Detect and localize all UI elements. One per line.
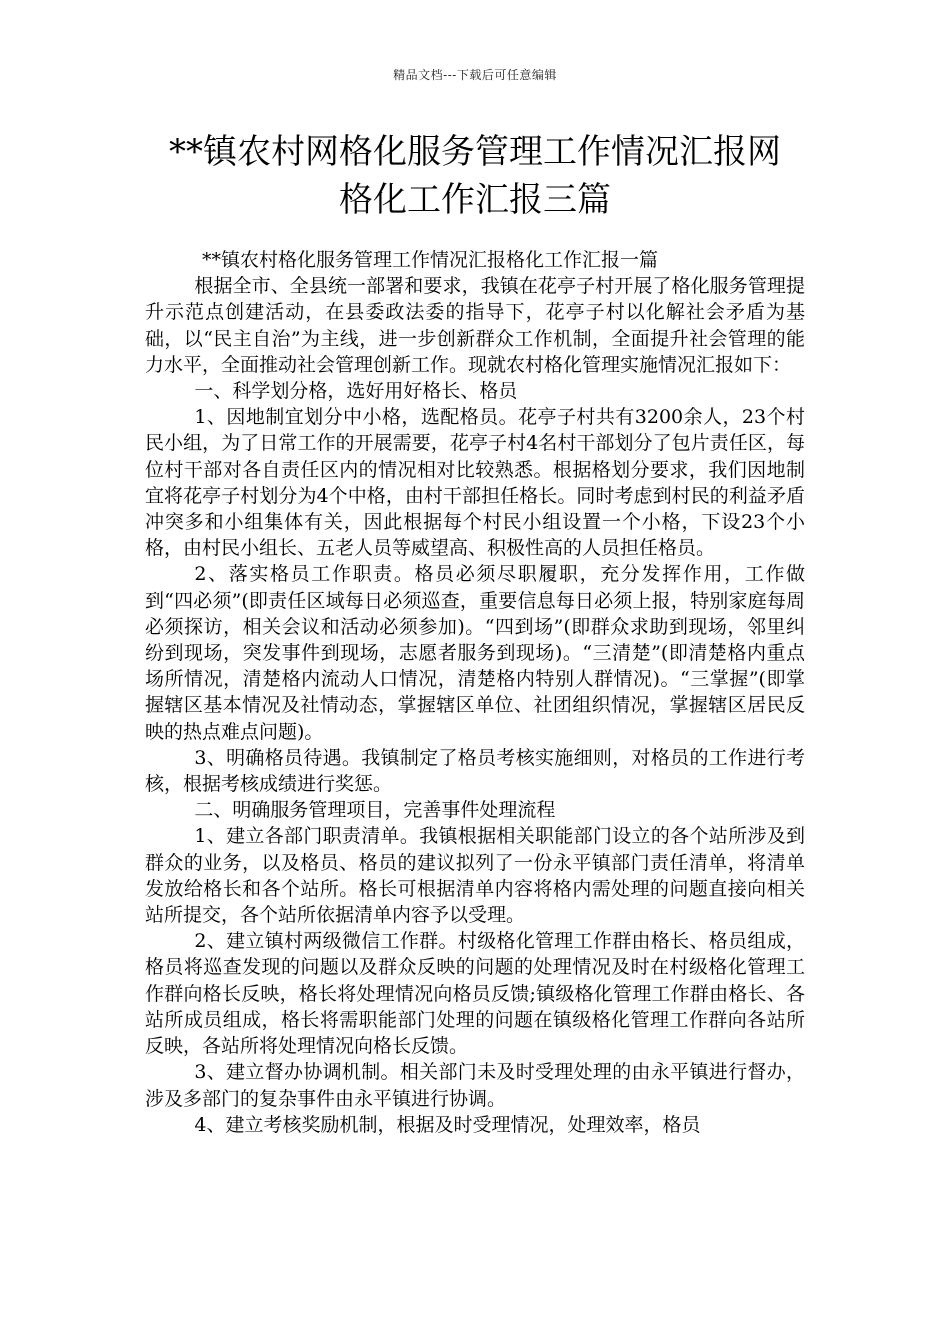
document-body [145, 247, 805, 1138]
document-title [120, 128, 830, 224]
paragraph: 3、明确格员待遇。我镇制定了格员考核实施细则，对格员的工作进行考核，根据考核成绩进行奖惩。 [145, 746, 805, 796]
section-subtitle: **镇农村格化服务管理工作情况汇报格化工作汇报一篇 [202, 249, 659, 271]
header-note: 精品文档---下载后可任意编辑 [393, 68, 557, 82]
section-heading-1: 一、科学划分格，选好用好格长、格员 [194, 380, 518, 403]
paragraph: 1、因地制宜划分中小格，选配格员。花亭子村共有3200余人，23个村民小组，为了日常工作的开展需要，花亭子村4名村干部划分了包片责任区，每位村干部对各自责任区内的情况相对比较熟悉。根据格划分要求，我们因地制宜将花亭子村划分为4个中格，由村干部担任格长。同时考虑到村民的利益矛盾冲突多和小组集体有关，因此根据每个村民小组设置一个小格，下设23个小格，由村民小组长、五老人员等威望高、积极性高的人员担任格员。 [145, 406, 805, 560]
paragraph: 1、建立各部门职责清单。我镇根据相关职能部门设立的各个站所涉及到群众的业务，以及格员、格员的建议拟列了一份永平镇部门责任清单，将清单发放给格长和各个站所。格长可根据清单内容将格内需处理的问题直接向相关站所提交，各个站所依据清单内容予以受理。 [145, 825, 805, 927]
paragraph: 2、建立镇村两级微信工作群。村级格化管理工作群由格长、格员组成，格员将巡查发现的问题以及群众反映的问题的处理情况及时在村级格化管理工作群向格长反映，格长将处理情况向格员反馈;镇级格化管理工作群由格长、各站所成员组成，格长将需职能部门处理的问题在镇级格化管理工作群向各站所反映，各站所将处理情况向格长反馈。 [145, 930, 805, 1058]
paragraph-intro: 根据全市、全县统一部署和要求，我镇在花亭子村开展了格化服务管理提升示范点创建活动，在县委政法委的指导下，花亭子村以化解社会矛盾为基础，以“民主自治”为主线，进一步创新群众工作机制，全面提升社会管理的能力水平，全面推动社会管理创新工作。现就农村格化管理实施情况汇报如下： [145, 275, 805, 376]
paragraph: 2、落实格员工作职责。格员必须尽职履职，充分发挥作用，工作做到“四必须”(即责任区域每日必须巡查，重要信息每日必须上报，特别家庭每周必须探访，相关会议和活动必须参加)。“四到场”(即群众求助到现场，邻里纠纷到现场，突发事件到现场，志愿者服务到现场)。“三清楚”(即清楚格内重点场所情况，清楚格内流动人口情况，清楚格内特别人群情况)。“三掌握”(即掌握辖区基本情况及社情动态，掌握辖区单位、社团组织情况，掌握辖区居民反映的热点难点问题)。 [145, 563, 805, 743]
paragraph: 3、建立督办协调机制。相关部门未及时受理处理的由永平镇进行督办，涉及多部门的复杂事件由永平镇进行协调。 [145, 1061, 805, 1110]
title-line-1: **镇农村网格化服务管理工作情况汇报网 [169, 132, 781, 172]
paragraph: 4、建立考核奖励机制，根据及时受理情况，处理效率，格员 [194, 1113, 701, 1136]
section-heading-2: 二、明确服务管理项目，完善事件处理流程 [194, 799, 556, 822]
title-line-2: 格化工作汇报三篇 [339, 180, 611, 220]
